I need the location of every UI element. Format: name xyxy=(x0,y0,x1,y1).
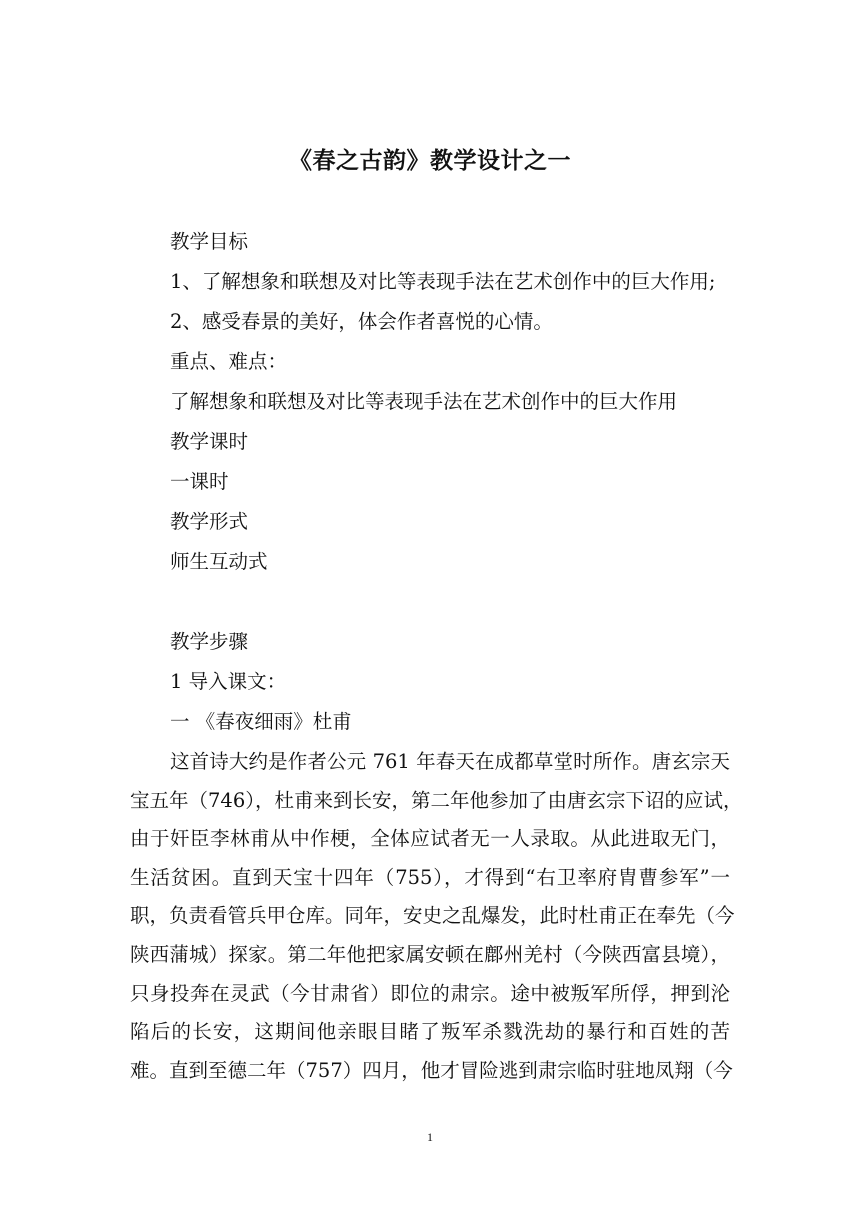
body-paragraph xyxy=(130,743,743,1090)
step-1-intro: 1 导入课文： xyxy=(170,670,287,693)
heading-teaching-steps: 教学步骤 xyxy=(170,630,249,653)
paragraph-line: 陷后的长安，这期间他亲眼目睹了叛军杀戮洗劫的暴行和百姓的苦 xyxy=(130,1020,730,1044)
heading-class-hours: 教学课时 xyxy=(170,430,249,453)
goal-item-1: 1、了解想象和联想及对比等表现手法在艺术创作中的巨大作用; xyxy=(170,270,716,293)
paragraph-line: 由于奸臣李林甫从中作梗，全体应试者无一人录取。从此进取无门， xyxy=(130,827,730,851)
page-number: 1 xyxy=(427,1130,433,1144)
paragraph-line: 只身投奔在灵武（今甘肃省）即位的肃宗。途中被叛军所俘，押到沦 xyxy=(130,981,730,1005)
document-title: 《春之古韵》教学设计之一 xyxy=(289,147,571,174)
heading-teaching-goals: 教学目标 xyxy=(170,230,249,253)
paragraph-line: 陕西蒲城）探家。第二年他把家属安顿在鄜州羌村（今陕西富县境）， xyxy=(130,942,730,966)
heading-key-points: 重点、难点： xyxy=(170,350,288,373)
paragraph-line: 生活贫困。直到天宝十四年（755），才得到“右卫率府胄曹参军”一 xyxy=(130,865,730,889)
class-hours-value: 一课时 xyxy=(170,470,229,493)
paragraph-line: 职，负责看管兵甲仓库。同年，安史之乱爆发，此时杜甫正在奉先（今 xyxy=(130,904,735,928)
key-point-text: 了解想象和联想及对比等表现手法在艺术创作中的巨大作用 xyxy=(170,390,678,413)
teaching-form-value: 师生互动式 xyxy=(170,550,268,573)
heading-teaching-form: 教学形式 xyxy=(170,510,249,533)
poem-heading: 一 《春夜细雨》杜甫 xyxy=(170,710,352,733)
paragraph-line: 宝五年（746），杜甫来到长安，第二年他参加了由唐玄宗下诏的应试， xyxy=(130,788,743,812)
paragraph-line: 难。直到至德二年（757）四月，他才冒险逃到肃宗临时驻地凤翔（今 xyxy=(130,1058,733,1082)
paragraph-line: 这首诗大约是作者公元 761 年春天在成都草堂时所作。唐玄宗天 xyxy=(170,750,730,773)
goal-item-2: 2、感受春景的美好，体会作者喜悦的心情。 xyxy=(170,310,553,333)
